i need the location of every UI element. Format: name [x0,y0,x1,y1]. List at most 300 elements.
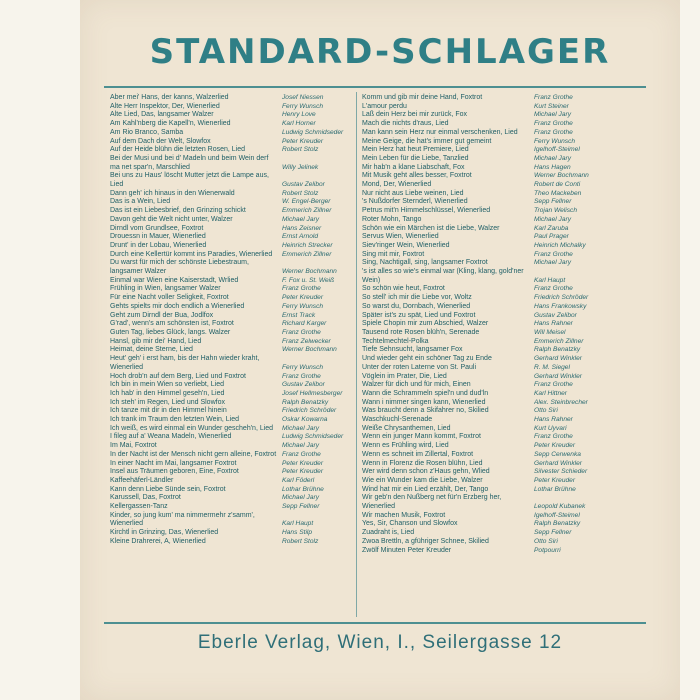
song-composer: Josef Niessen [282,94,324,101]
song-composer: Franz Grothe [534,433,573,441]
song-title: Später ist's zu spät, Lied und Foxtrot [362,311,476,319]
song-composer: Friedrich Schröder [282,407,337,415]
song-composer: Peter Kreuder [282,468,324,476]
publisher-footer: Eberle Verlag, Wien, I., Seilergasse 12 [197,632,563,653]
song-entry [110,451,352,460]
song-composer: Werner Bochmann [282,346,337,354]
song-title: Drouessn in Mauer, Wienerlied [110,233,206,241]
song-title: Auf der Heide blühn die letzten Rosen, Lied [110,146,246,154]
song-title: Sing, Nachtigall, sing, langsamer Foxtrot [362,259,488,267]
song-entry [362,216,604,225]
song-composer: Ralph Benatzky [282,398,329,406]
song-composer: Karl Horner [282,120,316,128]
song-entry [110,94,352,103]
song-title: Nur nicht aus Liebe weinen, Lied [362,189,464,197]
song-entry [362,416,604,425]
song-composer: Karl Hittner [534,389,567,397]
song-entry [110,407,352,416]
song-title: Ich trank im Traum den letzten Wein, Lied [110,416,240,424]
song-composer: Ludwig Schmidseder [282,128,344,136]
song-title: Walzer für dich und für mich, Einen [362,381,471,389]
song-title: Gehts spielts mir doch endlich a Wienerlied [110,302,245,310]
song-entry [362,268,604,285]
song-composer: Franz Grothe [534,120,573,128]
song-entry [110,494,352,503]
song-entry [362,207,604,216]
song-composer: Igelhoff-Steimel [534,511,580,519]
song-entry [362,190,604,199]
song-entry [110,416,352,425]
song-title: Für eine Nacht voller Seligkeit, Foxtrot [110,294,229,302]
song-entry [110,538,352,547]
song-title: Wir geb'n den Nußberg net für'n Erzberg her, Wienerlied [362,494,502,511]
song-entry [110,425,352,434]
song-title: In der Nacht ist der Mensch nicht gern alleine, Foxtrot [110,450,277,458]
song-composer: Robert Stolz [282,146,319,154]
song-title: Zuadraht is, Lied [362,529,415,537]
song-composer: Otto Siri [534,407,558,415]
song-title: Am Kahl'nberg die Kapell'n, Wienerlied [110,120,231,128]
song-composer: Henry Love [282,111,316,119]
song-composer: Gerhard Winkler [534,459,582,467]
song-title: Heimat, deine Sterne, Lied [110,346,193,354]
song-composer: Ernst Track [282,311,316,319]
song-composer: Heinrich Michalky [534,241,586,249]
song-composer: Theo Mackeben [534,189,582,197]
song-list-left [110,94,352,547]
song-entry [110,146,352,155]
song-composer: Franz Grothe [534,128,573,136]
song-entry [110,233,352,242]
song-entry [362,225,604,234]
song-entry [362,451,604,460]
song-entry [362,494,604,511]
song-entry [362,468,604,477]
song-title: So schön wie heut, Foxtrot [362,285,445,293]
song-title: Wenn in Florenz die Rosen blühn, Lied [362,459,483,467]
song-composer: Leopold Kubanek [534,503,586,511]
song-entry [110,373,352,382]
song-composer: Karl Zaruba [534,224,569,232]
song-entry [110,503,352,512]
song-composer: Sepp Cerwenka [534,450,581,458]
song-title: Techtelmechtel-Polka [362,337,429,345]
song-entry [362,129,604,138]
song-title: Mir hab'n a klane Liabschaft, Fox [362,163,465,171]
song-composer: Ludwig Schmidseder [282,433,344,441]
song-composer: Emmerich Zillner [282,250,332,258]
song-composer: Werner Bochmann [534,172,589,180]
song-composer: Ferry Wunsch [282,363,324,371]
song-composer: Michael Jary [282,215,320,223]
song-composer: Hans Zeisner [282,224,322,232]
song-composer: Michael Jary [534,111,572,119]
song-entry [110,468,352,477]
song-composer: Karl Föderl [282,476,315,484]
song-title: Meine Geige, die hat's immer gut gemeint [362,137,492,145]
song-entry [362,285,604,294]
song-entry [110,329,352,338]
song-composer: Kurt Steiner [534,102,569,110]
song-composer: Gustav Zelibor [282,181,325,189]
song-title: In einer Nacht im Mai, langsamer Foxtrot [110,459,237,467]
song-title: Wind hat mir ein Lied erzählt, Der, Tango [362,485,489,493]
song-title: Servus Wien, Wienerlied [362,233,439,241]
song-entry [110,138,352,147]
song-entry [362,364,604,373]
song-composer: Heinrich Strecker [282,241,333,249]
song-title: Und wieder geht ein schöner Tag zu Ende [362,355,492,363]
song-title: Frühling in Wien, langsamer Walzer [110,285,221,293]
song-composer: Igelhoff-Steimel [534,146,580,154]
song-composer: Karl Haupt [282,520,314,528]
song-title: Man kann sein Herz nur einmal verschenken, Lied [362,128,518,136]
song-composer: Michael Jary [534,215,572,223]
song-composer: Michael Jary [282,494,320,502]
song-title: 's Nußdorfer Sternderl, Wienerlied [362,198,468,206]
song-entry [110,198,352,207]
song-entry [362,312,604,321]
song-entry [110,312,352,321]
song-entry [110,433,352,442]
song-entry [110,381,352,390]
song-title: Roter Mohn, Tango [362,215,422,223]
song-entry [110,155,352,172]
song-entry [362,259,604,268]
song-title: Tausend rote Rosen blüh'n, Serenade [362,328,480,336]
song-entry [110,529,352,538]
song-title: Petrus mit'n Himmelschlüssel, Wienerlied [362,207,491,215]
song-title: 's ist alles so wie's einmal war (Kling, klang, gold'ner Wein) [362,268,524,284]
song-title: Weiße Chrysanthemen, Lied [362,424,451,432]
song-title: Durch eine Kellertür kommt ins Paradies, Wienerlied [110,250,273,258]
song-composer: Trojan Welisch [534,207,577,215]
song-entry [110,251,352,260]
song-title: Alte Lied, Das, langsamer Walzer [110,111,214,119]
song-composer: Gustav Zelibor [282,381,325,389]
song-title: Guten Tag, liebes Glück, langs. Walzer [110,328,231,336]
song-composer: Gerhard Winkler [534,355,582,363]
song-entry [362,251,604,260]
song-title: Wenn es Frühling wird, Lied [362,442,449,450]
song-composer: Peter Kreuder [282,459,324,467]
song-title: Ich bin in mein Wien so verliebt, Lied [110,381,224,389]
song-composer: Ernst Arnold [282,233,319,241]
song-entry [362,103,604,112]
song-title: Wenn es schneit im Zillertal, Foxtrot [362,450,474,458]
song-entry [110,338,352,347]
song-title: Im Mai, Foxtrot [110,442,157,450]
song-title: Aber mei' Hans, der kanns, Walzerlied [110,94,229,101]
song-entry [110,477,352,486]
song-entry [362,198,604,207]
song-composer: Peter Kreuder [282,137,324,145]
song-title: Hoch drob'n auf dem Berg, Lied und Foxtrot [110,372,246,380]
song-composer: Franz Grothe [534,250,573,258]
song-list-right [362,94,604,555]
song-entry [110,216,352,225]
song-title: Yes, Sir, Chanson und Slowfox [362,520,458,528]
song-entry [110,390,352,399]
song-composer: Franz Zelwecker [282,337,331,345]
song-title: Das is a Wein, Lied [110,198,171,206]
song-title: Mein Herz hat heut Premiere, Lied [362,146,469,154]
song-title: Zwölf Minuten Peter Kreuder [362,546,452,554]
song-entry [362,381,604,390]
song-composer: Josef Hellmesberger [282,389,343,397]
song-composer: Will Meisel [534,328,566,336]
song-composer: Sepp Fellner [534,529,572,537]
song-composer: Hans Hagen [534,163,571,171]
song-entry [110,303,352,312]
song-entry [362,94,604,103]
song-entry [362,425,604,434]
song-composer: Emmerich Zillner [282,207,332,215]
song-entry [362,460,604,469]
song-composer: Michael Jary [534,154,572,162]
song-entry [362,355,604,364]
song-composer: Franz Grothe [534,381,573,389]
song-entry [362,233,604,242]
song-composer: Franz Grothe [282,328,321,336]
song-title: So warst du, Dornbach, Wienerlied [362,302,471,310]
song-entry [362,138,604,147]
song-entry [362,477,604,486]
song-title: Laß dein Herz bei mir zurück, Fox [362,111,468,119]
song-composer: Sepp Fellner [534,198,572,206]
song-entry [110,172,352,189]
song-entry [362,433,604,442]
song-title: Alte Herr Inspektor, Der, Wienerlied [110,102,220,110]
song-title: Mein Leben für die Liebe, Tanzlied [362,154,469,162]
song-entry [362,338,604,347]
song-entry [110,285,352,294]
song-composer: Franz Grothe [282,450,321,458]
song-entry [110,103,352,112]
song-title: Mit Musik geht alles besser, Foxtrot [362,172,472,180]
song-entry [110,486,352,495]
song-composer: Michael Jary [282,442,320,450]
song-title: Kleine Drahrerei, A, Wienerlied [110,537,206,545]
song-composer: Robert Stolz [282,189,319,197]
song-title: Siev'ringer Wein, Wienerlied [362,241,450,249]
song-entry [110,294,352,303]
song-entry [110,512,352,529]
song-title: Drunt' in der Lobau, Wienerlied [110,241,207,249]
song-composer: Sepp Fellner [282,503,320,511]
song-composer: Hans Rahner [534,416,573,424]
song-composer: Michael Jary [534,259,572,267]
song-entry [110,190,352,199]
song-title: Einmal war Wien eine Kaiserstadt, Wrlied [110,276,239,284]
song-title: Dann geh' ich hinaus in den Wienerwald [110,189,235,197]
song-entry [362,329,604,338]
song-composer: Ferry Wunsch [282,102,324,110]
song-entry [110,460,352,469]
song-title: Wir machen Musik, Foxtrot [362,511,446,519]
song-entry [362,520,604,529]
song-title: Wenn ein junger Mann kommt, Foxtrot [362,433,481,441]
song-composer: Emmerich Zillner [534,337,584,345]
song-entry [362,512,604,521]
song-composer: Peter Kreuder [534,442,576,450]
song-title: Auf dem Dach der Welt, Slowfox [110,137,211,145]
song-composer: Oskar Kowarna [282,416,328,424]
song-entry [362,538,604,547]
song-composer: Gustav Zelibor [534,311,577,319]
song-title: Insel aus Träumen geboren, Eine, Foxtrot [110,468,239,476]
song-entry [362,111,604,120]
song-composer: Franz Grothe [534,94,573,101]
song-entry [362,164,604,173]
song-title: Hansl, gib mir dei' Hand, Lied [110,337,202,345]
song-composer: Peter Kreuder [534,476,576,484]
song-title: Kann denn Liebe Sünde sein, Foxtrot [110,485,226,493]
song-title: Zwoa Brettln, a gführiger Schnee, Skilied [362,537,489,545]
song-composer: Kurt Uyvari [534,424,567,432]
song-title: Wie ein Wunder kam die Liebe, Walzer [362,476,483,484]
song-entry [362,373,604,382]
song-entry [362,155,604,164]
song-title: Spiele Chopin mir zum Abschied, Walzer [362,320,489,328]
song-title: Mond, Der, Wienerlied [362,181,432,189]
song-composer: Silvester Schieder [534,468,588,476]
song-title: Ich weiß, es wird einmal ein Wunder gescheh'n, Lied [110,424,274,432]
song-entry [362,547,604,556]
song-composer: Lothar Brühne [282,485,324,493]
song-title: Tiefe Sehnsucht, langsamer Fox [362,346,463,354]
song-entry [110,355,352,372]
song-composer: W. Engel-Berger [282,198,331,206]
song-entry [110,277,352,286]
song-composer: Robert de Conti [534,181,581,189]
song-title: Ich steh' im Regen, Lied und Slowfox [110,398,225,406]
song-composer: R. M. Siegel [534,363,570,371]
song-entry [362,346,604,355]
song-title: Waschkuchl-Serenade [362,416,433,424]
song-composer: Willy Jelinek [282,163,319,171]
song-title: Vöglein im Prater, Die, Lied [362,372,447,380]
song-title: Geht zum Dirndl der Bua, Jodlfox [110,311,214,319]
song-title: I fileg auf a' Weana Madeln, Wienerlied [110,433,232,441]
song-entry [110,442,352,451]
song-entry [110,129,352,138]
song-entry [362,320,604,329]
song-composer: Franz Grothe [282,285,321,293]
song-composer: Hans Stilp [282,529,313,537]
page-title: STANDARD-SCHLAGER [149,32,611,72]
song-composer: Peter Kreuder [282,294,324,302]
song-composer: Hans Frankowsky [534,302,587,310]
song-title: Das ist ein Liebesbrief, den Grinzing schickt [110,207,246,215]
song-entry [362,407,604,416]
song-composer: Robert Stolz [282,537,319,545]
song-entry [110,207,352,216]
song-title: Bei uns zu Haus' löscht Mutter jetzt die Lampe aus, Lied [110,172,269,189]
song-composer: Franz Grothe [534,285,573,293]
song-title: Unter der roten Laterne von St. Pauli [362,363,477,371]
song-entry [362,529,604,538]
song-entry [110,111,352,120]
song-title: So stell' ich mir die Liebe vor, Woltz [362,294,472,302]
song-title: Bei der Musi und bei d' Madeln und beim Wein derf ma net spar'n, Marschlied [110,154,269,171]
song-entry [362,181,604,190]
song-title: Komm und gib mir deine Hand, Foxtrot [362,94,483,101]
song-composer: Ferry Wunsch [282,302,324,310]
song-entry [362,242,604,251]
song-entry [362,146,604,155]
song-title: Ich tanze mit dir in den Himmel hinein [110,407,227,415]
song-entry [110,399,352,408]
top-rule [104,86,646,88]
bottom-rule [104,622,646,624]
song-composer: Ralph Benatzky [534,520,581,528]
song-title: Dirndl vom Grundlsee, Foxtrot [110,224,204,232]
song-entry [362,442,604,451]
song-composer: Richard Karger [282,320,327,328]
song-title: G'rad', wenn's am schönsten ist, Foxtrot [110,320,234,328]
song-composer: Ferry Wunsch [534,137,576,145]
song-entry [110,259,352,276]
song-title: Wer wird denn schon z'Haus gehn, Wlied [362,468,490,476]
song-title: Mach die nichts d'raus, Lied [362,120,449,128]
song-title: Wann i nimmer singen kann, Wienerlied [362,398,486,406]
song-entry [110,225,352,234]
song-composer: Potpourri [534,546,561,554]
song-title: Was braucht denn a Skifahrer no, Skilied [362,407,489,415]
song-composer: Otto Siri [534,537,558,545]
song-title: L'amour perdu [362,102,407,110]
song-composer: Werner Bochmann [282,268,337,276]
song-title: Du warst für mich der schönste Liebestraum, langsamer Walzer [110,259,249,276]
song-entry [362,399,604,408]
song-title: Kirchtl in Grinzing, Das, Wienerlied [110,529,219,537]
song-entry [110,346,352,355]
song-composer: Lothar Brühne [534,485,576,493]
song-composer: Gerhard Winkler [534,372,582,380]
song-title: Am Rio Branco, Samba [110,128,184,136]
song-entry [362,294,604,303]
song-composer: Alex. Steinbrecher [534,398,588,406]
song-title: Karussell, Das, Foxtrot [110,494,181,502]
song-entry [362,390,604,399]
song-title: Heut' geh' i erst ham, bis der Hahn wieder kraht, Wienerlied [110,355,260,371]
song-composer: Karl Haupt [534,276,566,284]
songbook-page [80,0,680,700]
song-entry [362,486,604,495]
song-entry [362,120,604,129]
song-composer: Hans Rahner [534,320,573,328]
song-composer: Michael Jary [282,424,320,432]
song-title: Schön wie ein Märchen ist die Liebe, Walzer [362,224,500,232]
song-composer: Franz Grothe [282,372,321,380]
song-composer: F. Fox u. St. Weiß [282,276,335,284]
song-title: Kellergassen-Tanz [110,503,168,511]
song-title: Kaffeehäferl-Ländler [110,476,174,484]
song-title: Kinder, so jung kum' ma nimmermehr z'samm', Wienerlied [110,511,255,528]
song-entry [110,320,352,329]
column-divider [356,92,357,617]
song-composer: Paul Prager [534,233,569,241]
song-entry [110,120,352,129]
song-entry [110,242,352,251]
song-entry [362,172,604,181]
song-composer: Ralph Benatzky [534,346,581,354]
song-entry [362,303,604,312]
song-title: Ich hab' in den Himmel geseh'n, Lied [110,389,225,397]
song-title: Davon geht die Welt nicht unter, Walzer [110,215,233,223]
song-title: Wann die Schrammeln spiel'n und dud'ln [362,389,489,397]
